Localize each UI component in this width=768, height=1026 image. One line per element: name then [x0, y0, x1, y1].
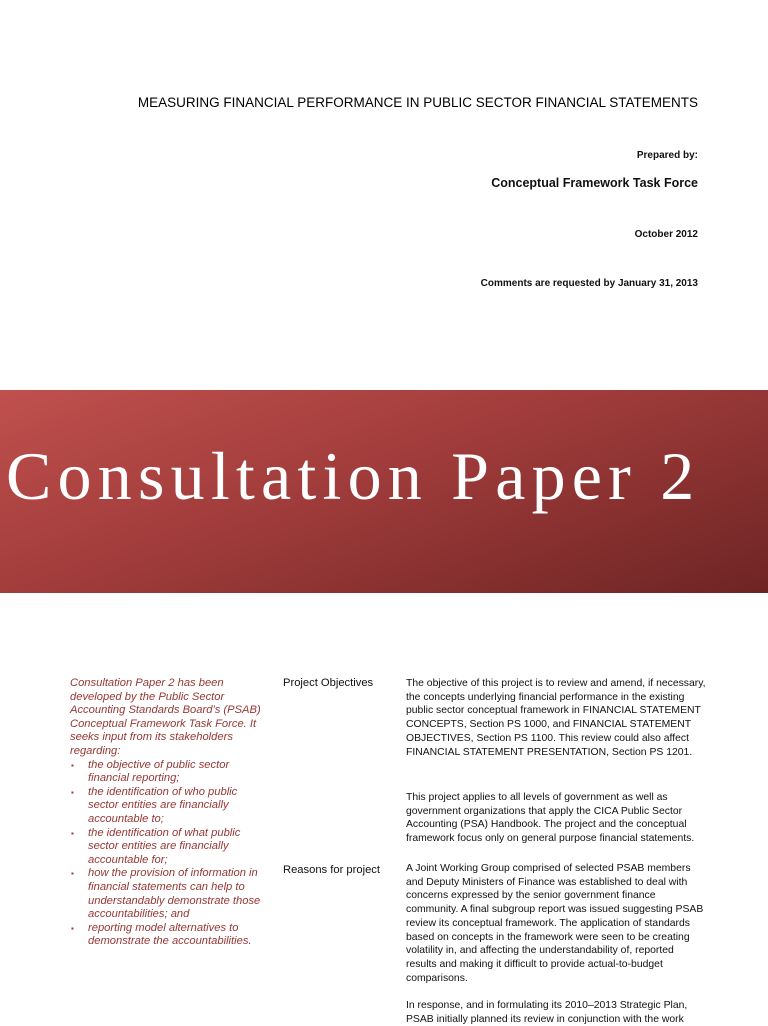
list-item: ▪ how the provision of information in financial statements can help to understandably demonstrate those accountabilities; and	[71, 867, 261, 921]
square-bullet-icon: ▪	[71, 760, 74, 770]
project-objectives-paragraph-1: The objective of this project is to review and amend, if necessary, the concepts underlying financial performance in the existing public sector conceptual framework in FINANCIAL STATEMENT CONCEPTS, Section PS 1000, and FINANCIAL STATEMENT OBJECTIVES, Section PS 1100. This review could also affect FINANCIAL STATEMENT PRESENTATION, Section PS 1201.	[406, 678, 706, 758]
list-item: ▪ reporting model alternatives to demonstrate the accountabilities.	[71, 921, 252, 948]
square-bullet-icon: ▪	[71, 828, 74, 838]
intro-lead: Consultation Paper 2 has been developed by the Public Sector Accounting Standards Board’s (PSAB) Conceptual Framework Task Force. It seeks input from its stakeholders regarding:	[70, 677, 261, 757]
list-item: ▪ the identification of what public sector entities are financially accountable for;	[71, 826, 241, 866]
list-item: ▪ the identification of who public sector entities are financially accountable to;	[71, 785, 238, 825]
intro-sidebar	[70, 677, 270, 949]
publication-date: October 2012	[634, 229, 698, 240]
project-objectives-paragraph-2: This project applies to all levels of government as well as government organizations that apply the CICA Public Sector Accounting (PSA) Handbook. The project and the conceptual framework focus only on general purpose financial statements.	[406, 792, 695, 845]
author-name: Conceptual Framework Task Force	[491, 176, 698, 190]
prepared-by-label: Prepared by:	[636, 150, 698, 161]
square-bullet-icon: ▪	[71, 923, 74, 933]
reasons-paragraph-1: A Joint Working Group comprised of selected PSAB members and Deputy Ministers of Finance was established to deal with concerns expressed by the senior government finance community. A final subgroup report was issued suggesting PSAB review its conceptual framework. The application of standards based on concepts in the framework were seen to be creating volatility in, and affecting the understandability of, reported results and making it difficult to provide actual-to-budget comparisons.	[406, 863, 704, 984]
section-label-project-objectives: Project Objectives	[283, 677, 374, 689]
section-label-reasons-for-project: Reasons for project	[283, 864, 381, 876]
square-bullet-icon: ▪	[71, 787, 74, 797]
list-item: ▪ the objective of public sector financial reporting;	[71, 758, 230, 785]
comments-deadline: Comments are requested by January 31, 2013	[480, 278, 698, 289]
reasons-paragraph-2: In response, and in formulating its 2010–2013 Strategic Plan, PSAB initially planned its review in conjunction with the work	[406, 1000, 688, 1025]
square-bullet-icon: ▪	[71, 869, 74, 879]
banner-title: Consultation Paper 2	[6, 438, 701, 514]
intro-bullet-list	[70, 759, 270, 949]
document-title: MEASURING FINANCIAL PERFORMANCE IN PUBLIC SECTOR FINANCIAL STATEMENTS	[137, 95, 698, 110]
